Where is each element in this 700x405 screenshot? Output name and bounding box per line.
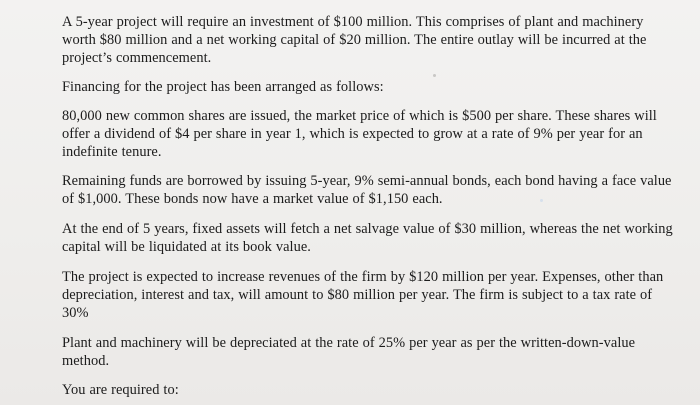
paragraph-financing-intro: Financing for the project has been arranged as follows:: [62, 79, 384, 95]
paper-speck: [433, 74, 436, 77]
paragraph-common-shares: 80,000 new common shares are issued, the market price of which is $500 per share. These shares will offer a dividend of $4 per share in year 1, which is expected to grow at a rate of 9% per year for an indefinite tenure.: [62, 108, 657, 160]
paper-speck: [540, 199, 543, 202]
paragraph-requirement: You are required to:: [62, 382, 179, 398]
paragraph-project-investment: A 5-year project will require an investment of $100 million. This comprises of plant and machinery worth $80 million and a net working capital of $20 million. The entire outlay will be incurred at the project’s commencement.: [62, 14, 647, 66]
paragraph-salvage-value: At the end of 5 years, fixed assets will fetch a net salvage value of $30 million, whereas the net working capital will be liquidated at its book value.: [62, 221, 673, 255]
paragraph-depreciation: Plant and machinery will be depreciated at the rate of 25% per year as per the written-down-value method.: [62, 335, 636, 369]
paragraph-revenues-expenses: The project is expected to increase revenues of the firm by $120 million per year. Expenses, other than depreciation, interest and tax, will amount to $80 million per year. The firm is subject to a tax rate of 30%: [62, 269, 664, 321]
paragraph-bonds: Remaining funds are borrowed by issuing 5-year, 9% semi-annual bonds, each bond having a face value of $1,000. These bonds now have a market value of $1,150 each.: [62, 173, 672, 207]
